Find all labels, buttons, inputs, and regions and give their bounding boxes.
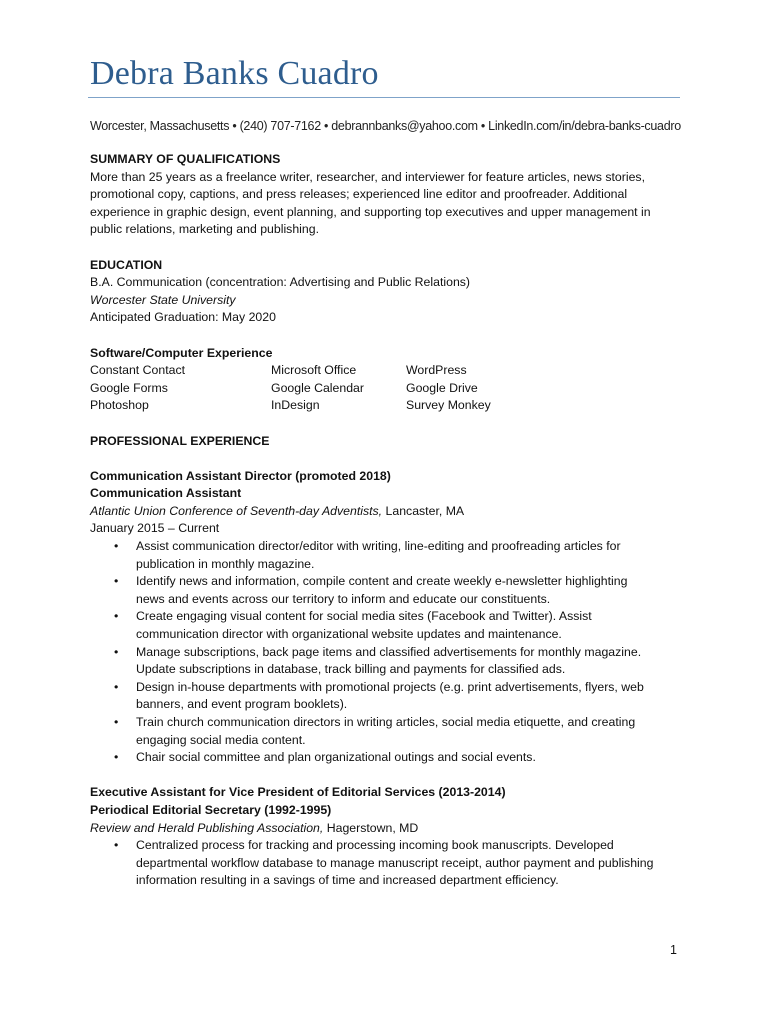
software-item: WordPress xyxy=(406,363,467,378)
resume-name: Debra Banks Cuadro xyxy=(90,55,379,92)
contact-line: Worcester, Massachusetts • (240) 707-7162 • debrannbanks@yahoo.com • LinkedIn.com/in/debra-banks-cuadro xyxy=(90,119,681,133)
bullet-icon: • xyxy=(114,750,119,765)
resume-body xyxy=(90,151,690,890)
job-title: Executive Assistant for Vice President of Editorial Services (2013-2014) xyxy=(90,785,506,800)
software-heading: Software/Computer Experience xyxy=(90,345,273,360)
job-employer xyxy=(90,503,690,521)
job-title: Periodical Editorial Secretary (1992-1995) xyxy=(90,802,332,817)
education-graduation: Anticipated Graduation: May 2020 xyxy=(90,310,276,325)
list-item xyxy=(90,608,690,643)
job-org: Atlantic Union Conference of Seventh-day Adventists, xyxy=(90,503,383,518)
list-item xyxy=(90,644,690,679)
software-item: Photoshop xyxy=(90,398,149,413)
bullet-icon: • xyxy=(114,574,119,589)
list-item xyxy=(90,573,690,608)
bullet-line: Centralized process for tracking and processing incoming book manuscripts. Developed xyxy=(136,838,614,853)
job-dates: January 2015 – Current xyxy=(90,521,220,536)
job-location: Hagerstown, MD xyxy=(326,820,419,835)
bullet-line: information resulting in a savings of time and increased department efficiency. xyxy=(136,873,559,888)
education-heading: EDUCATION xyxy=(90,257,163,272)
list-item xyxy=(90,679,690,714)
bullet-icon: • xyxy=(114,609,119,624)
job-location: Lancaster, MA xyxy=(385,503,465,518)
job-title: Communication Assistant Director (promoted 2018) xyxy=(90,468,391,483)
bullet-line: Chair social committee and plan organizational outings and social events. xyxy=(136,750,536,765)
software-row xyxy=(90,380,690,398)
job-bullets xyxy=(90,837,690,890)
job-org: Review and Herald Publishing Association, xyxy=(90,820,324,835)
bullet-line: Create engaging visual content for social media sites (Facebook and Twitter). Assist xyxy=(136,609,592,624)
bullet-line: Manage subscriptions, back page items and classified advertisements for monthly magazine. xyxy=(136,644,642,659)
bullet-line: Design in-house departments with promotional projects (e.g. print advertisements, flyers, web xyxy=(136,679,644,694)
job-employer xyxy=(90,820,690,838)
bullet-line: news and events across our territory to inform and educate our constituents. xyxy=(136,591,551,606)
summary-line: More than 25 years as a freelance writer, researcher, and interviewer for feature articles, news stories, xyxy=(90,169,645,184)
software-item: Google Drive xyxy=(406,380,478,395)
bullet-line: communication director with organizational website updates and maintenance. xyxy=(136,627,562,642)
bullet-line: Identify news and information, compile content and create weekly e-newsletter highlighting xyxy=(136,574,628,589)
software-item: Survey Monkey xyxy=(406,398,491,413)
experience-heading: PROFESSIONAL EXPERIENCE xyxy=(90,433,270,448)
page-number: 1 xyxy=(670,943,677,957)
education-degree: B.A. Communication (concentration: Advertising and Public Relations) xyxy=(90,275,471,290)
bullet-icon: • xyxy=(114,838,119,853)
bullet-line: departmental workflow database to manage manuscript receipt, author payment and publishing xyxy=(136,855,654,870)
education-school: Worcester State University xyxy=(90,292,236,307)
software-row xyxy=(90,362,690,380)
bullet-icon: • xyxy=(114,539,119,554)
summary-line: experience in graphic design, event planning, and supporting top executives and upper management in xyxy=(90,204,651,219)
list-item xyxy=(90,538,690,573)
bullet-icon: • xyxy=(114,644,119,659)
list-item xyxy=(90,749,690,767)
bullet-line: Update subscriptions in database, track billing and payments for classified ads. xyxy=(136,662,566,677)
software-item: Google Forms xyxy=(90,380,168,395)
bullet-icon: • xyxy=(114,679,119,694)
software-row xyxy=(90,397,690,415)
bullet-line: banners, and event program booklets). xyxy=(136,697,348,712)
list-item xyxy=(90,837,690,890)
bullet-line: engaging social media content. xyxy=(136,732,306,747)
bullet-icon: • xyxy=(114,715,119,729)
software-item: Microsoft Office xyxy=(271,363,357,378)
summary-line: promotional copy, captions, and press releases; experienced line editor and proofreader. Additional xyxy=(90,187,628,202)
bullet-line: Assist communication director/editor with writing, line-editing and proofreading articles for xyxy=(136,539,621,554)
header-divider xyxy=(88,97,680,98)
summary-line: public relations, marketing and publishing. xyxy=(90,222,319,237)
software-item: Google Calendar xyxy=(271,380,364,395)
bullet-line: publication in monthly magazine. xyxy=(136,556,315,571)
summary-heading: SUMMARY OF QUALIFICATIONS xyxy=(90,152,281,166)
list-item xyxy=(90,714,690,749)
software-item: InDesign xyxy=(271,398,320,413)
bullet-line: Train church communication directors in writing articles, social media etiquette, and creating xyxy=(136,715,636,729)
job-title: Communication Assistant xyxy=(90,486,242,501)
job-bullets xyxy=(90,538,690,767)
software-item: Constant Contact xyxy=(90,363,186,378)
